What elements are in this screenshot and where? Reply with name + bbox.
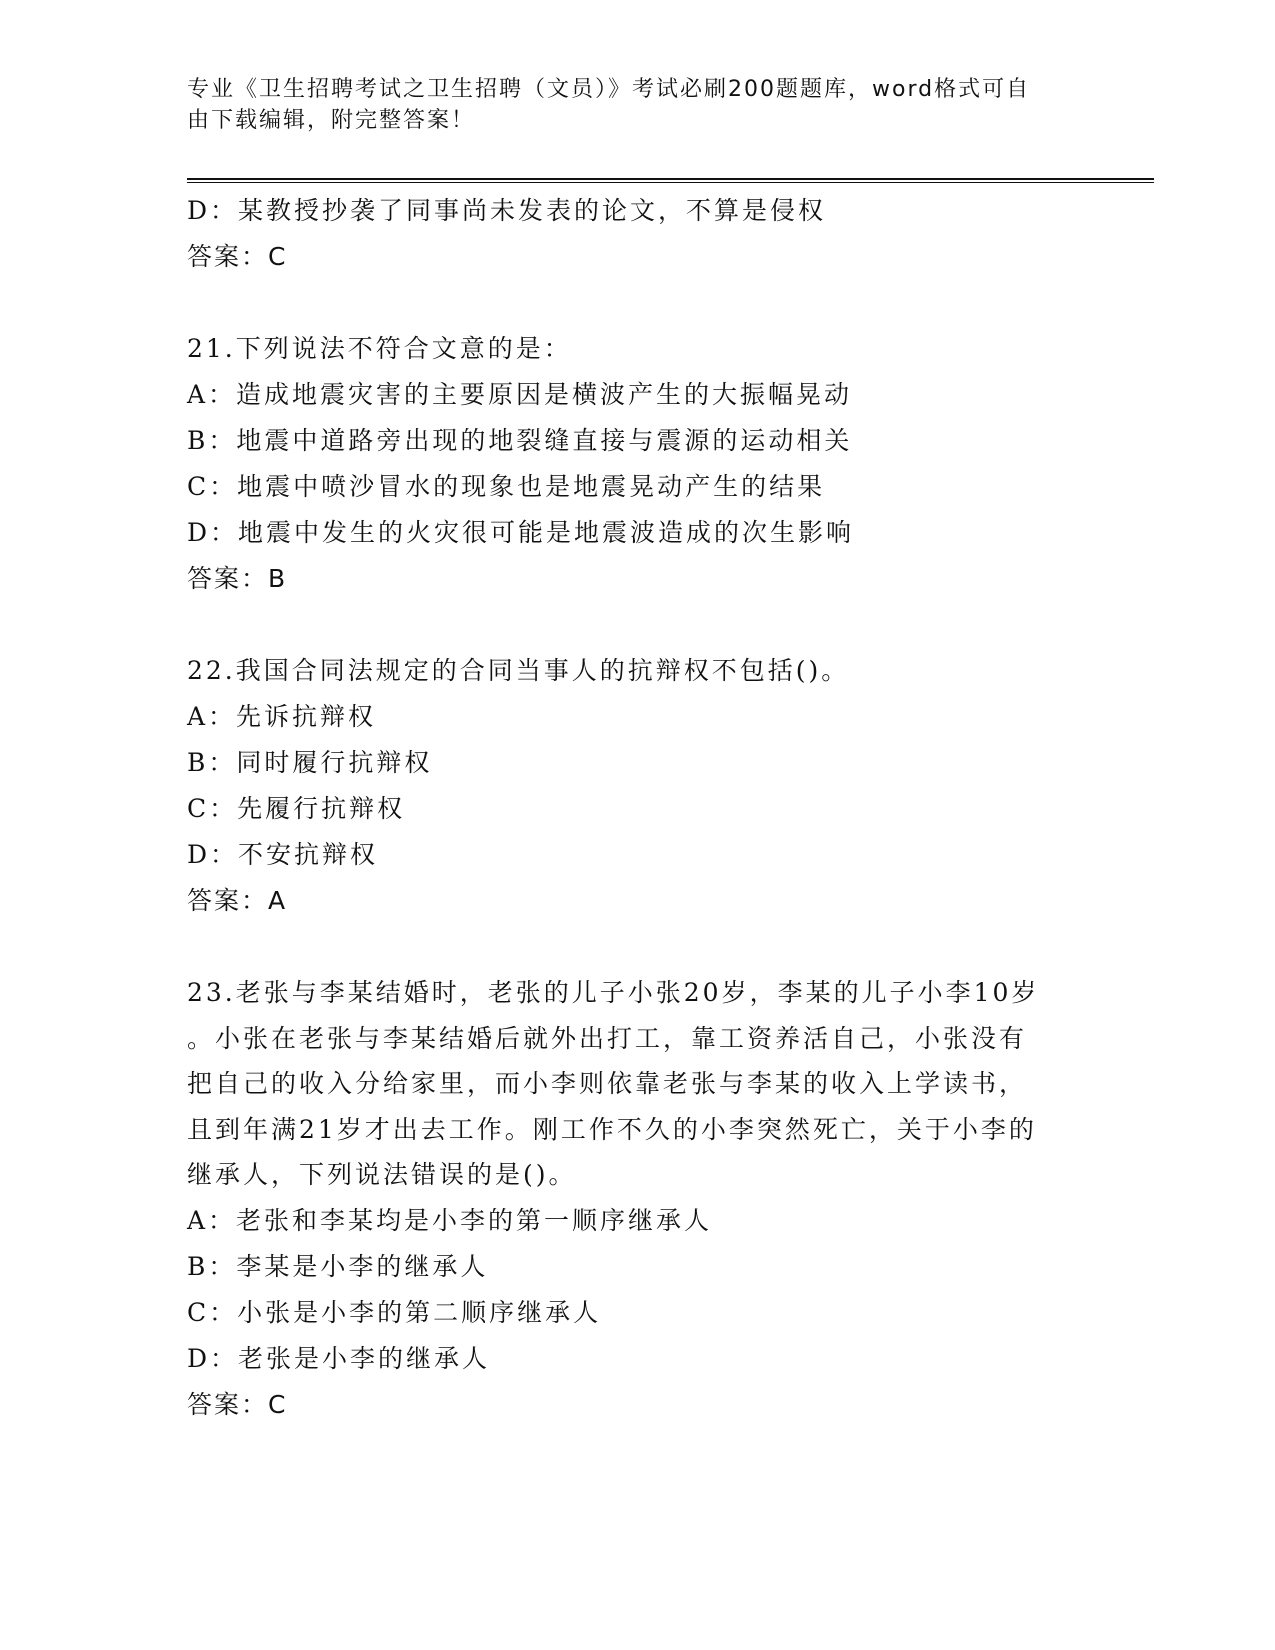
question-23-stem-line: 继承人，下列说法错误的是()。 [187,1160,577,1189]
question-23-stem-line: 23.老张与李某结婚时，老张的儿子小张20岁，李某的儿子小李10岁 [187,978,1040,1007]
question-21-option-a: A：造成地震灾害的主要原因是横波产生的大振幅晃动 [187,380,853,409]
header-line-1: 专业《卫生招聘考试之卫生招聘（文员）》考试必刷200题题库，word格式可自 [187,77,1031,102]
question-22-option-d: D：不安抗辩权 [187,840,379,869]
question-21-stem: 21.下列说法不符合文意的是： [187,334,572,363]
question-22-option-a: A：先诉抗辩权 [187,702,377,731]
spacer [187,280,1087,326]
question-21-option-c: C：地震中喷沙冒水的现象也是地震晃动产生的结果 [187,472,826,501]
question-22-option-c: C：先履行抗辩权 [187,794,406,823]
question-list [187,188,1087,1428]
question-22-stem: 22.我国合同法规定的合同当事人的抗辩权不包括()。 [187,656,850,685]
question-21-option-b: B：地震中道路旁出现的地裂缝直接与震源的运动相关 [187,426,853,455]
question-23-option-c: C：小张是小李的第二顺序继承人 [187,1297,602,1327]
question-23-stem-line: 且到年满21岁才出去工作。刚工作不久的小李突然死亡，关于小李的 [187,1114,1037,1144]
question-23-option-a: A：老张和李某均是小李的第一顺序继承人 [187,1205,713,1235]
question-21-answer: 答案：B [187,564,288,593]
spacer [187,924,1087,970]
question-23-option-d: D：老张是小李的继承人 [187,1343,491,1373]
question-20-answer: 答案：C [187,242,288,271]
header-divider-thin [187,182,1154,183]
question-23-answer: 答案：C [187,1389,288,1419]
header-line-2: 由下载编辑，附完整答案！ [187,108,476,133]
question-21-option-d: D：地震中发生的火灾很可能是地震波造成的次生影响 [187,518,855,547]
document-header [187,74,1067,136]
header-divider-thick [187,178,1154,180]
question-23-stem-line: 。小张在老张与李某结婚后就外出打工，靠工资养活自己，小张没有 [187,1023,1028,1053]
question-22 [187,648,1087,924]
question-21 [187,326,1087,602]
question-20-option-d: D：某教授抄袭了同事尚未发表的论文，不算是侵权 [187,196,827,225]
question-23 [187,970,1087,1428]
question-23-option-b: B：李某是小李的继承人 [187,1251,489,1281]
question-22-answer: 答案：A [187,886,288,915]
question-22-option-b: B：同时履行抗辩权 [187,748,433,777]
question-23-stem-line: 把自己的收入分给家里，而小李则依靠老张与李某的收入上学读书， [187,1069,1028,1098]
spacer [187,602,1087,648]
